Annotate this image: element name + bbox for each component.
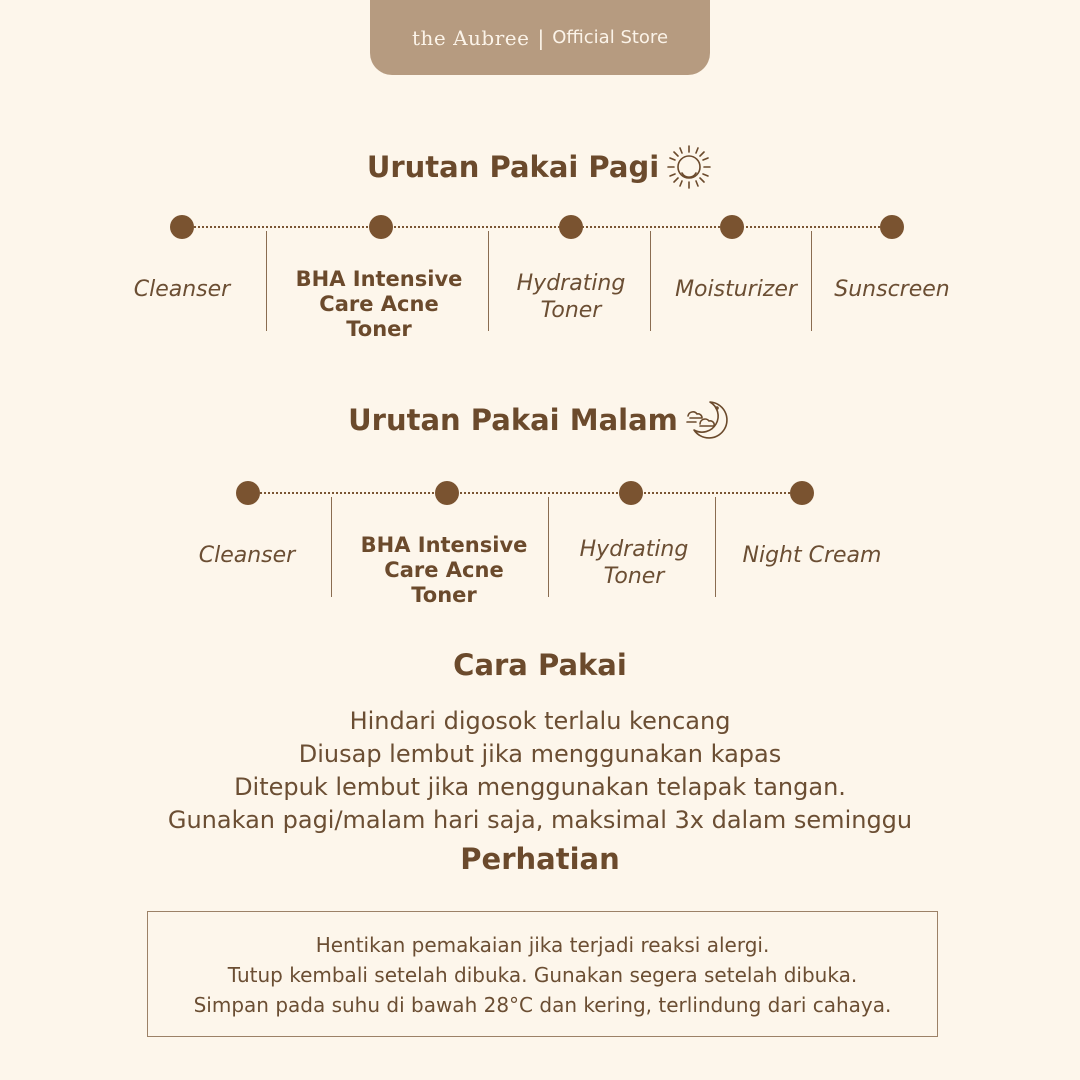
morning-step-label: Cleanser [133, 277, 231, 302]
morning-step-dot [880, 215, 904, 239]
morning-step-label: Sunscreen [834, 277, 950, 302]
morning-step-label: BHA Intensive Care Acne Toner [295, 267, 463, 341]
morning-divider [811, 231, 812, 331]
brand-name: the Aubree [411, 25, 530, 50]
notice-line: Tutup kembali setelah dibuka. Gunakan segera setelah dibuka. [227, 963, 858, 987]
header-separator: | [537, 25, 545, 50]
usage-line: Ditepuk lembut jika menggunakan telapak tangan. [234, 773, 846, 801]
night-divider [715, 497, 716, 597]
store-label: Official Store [552, 27, 669, 48]
sun-icon [665, 143, 713, 191]
usage-instructions [0, 705, 1080, 837]
night-step-dot [435, 481, 459, 505]
night-step-dot [619, 481, 643, 505]
morning-step-dot [369, 215, 393, 239]
moon-cloud-icon [684, 396, 732, 444]
morning-step-dot [559, 215, 583, 239]
morning-step-label: Moisturizer [675, 277, 797, 302]
notice-line: Hentikan pemakaian jika terjadi reaksi alergi. [315, 933, 770, 957]
morning-step-label: Hydrating Toner [516, 271, 626, 323]
notice-title: Perhatian [460, 842, 620, 876]
night-divider [331, 497, 332, 597]
morning-divider [488, 231, 489, 331]
notice-box [147, 911, 938, 1037]
night-step-dot [790, 481, 814, 505]
morning-divider [266, 231, 267, 331]
night-step-label: Night Cream [742, 543, 882, 568]
usage-line: Diusap lembut jika menggunakan kapas [298, 740, 782, 768]
night-step-label: Hydrating Toner [579, 537, 689, 589]
morning-step-dot [720, 215, 744, 239]
night-divider [548, 497, 549, 597]
night-step-label: BHA Intensive Care Acne Toner [360, 533, 528, 607]
morning-timeline-line [182, 226, 892, 228]
night-step-label: Cleanser [198, 543, 296, 568]
morning-section-title [0, 143, 1080, 191]
morning-divider [650, 231, 651, 331]
usage-line: Hindari digosok terlalu kencang [349, 707, 731, 735]
night-step-dot [236, 481, 260, 505]
notice-line: Simpan pada suhu di bawah 28°C dan kering, terlindung dari cahaya. [193, 993, 892, 1017]
night-title-text: Urutan Pakai Malam [348, 403, 678, 437]
night-timeline-line [248, 492, 802, 494]
morning-step-dot [170, 215, 194, 239]
usage-line: Gunakan pagi/malam hari saja, maksimal 3x dalam seminggu [167, 806, 913, 834]
store-header [370, 0, 710, 75]
morning-title-text: Urutan Pakai Pagi [366, 150, 660, 184]
usage-title: Cara Pakai [453, 648, 627, 682]
night-section-title [0, 396, 1080, 444]
